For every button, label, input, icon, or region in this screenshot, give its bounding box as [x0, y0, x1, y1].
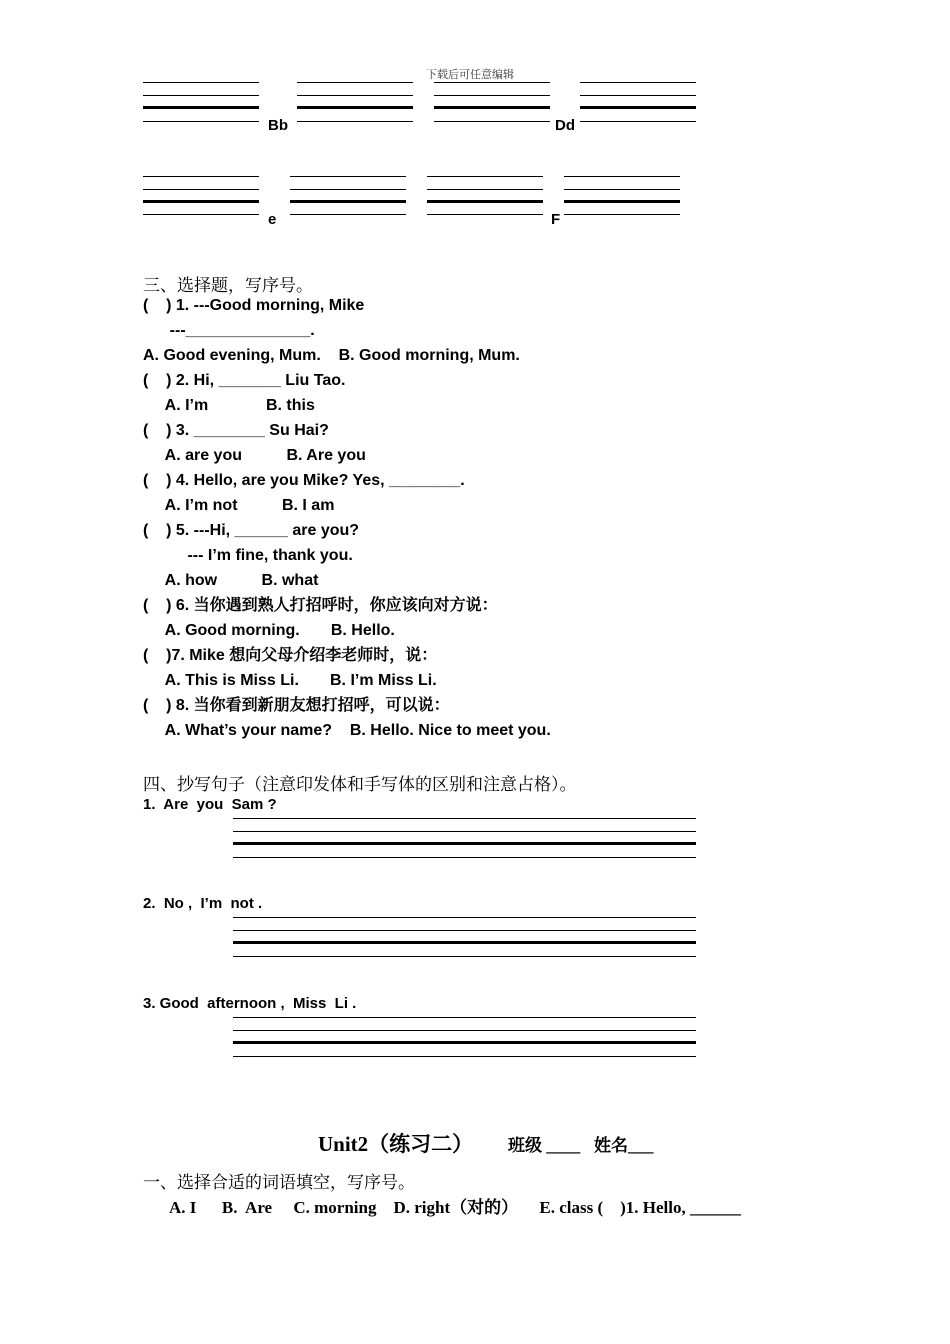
copy-sentence-1: 1. Are you Sam ? [143, 796, 277, 813]
question-line: A. Good evening, Mum. B. Good morning, Mum. [143, 347, 520, 364]
question-line: A. What’s your name? B. Hello. Nice to meet you. [143, 722, 551, 739]
question-line: ( ) 4. Hello, are you Mike? Yes, ________. [143, 472, 465, 489]
question-line: ( ) 8. 当你看到新朋友想打招呼，可以说： [143, 697, 450, 714]
question-line: --- I’m fine, thank you. [143, 547, 353, 564]
name-label: 姓名___ [594, 1136, 654, 1155]
unit2-section1-heading: 一、选择合适的词语填空，写序号。 [143, 1173, 415, 1193]
question-line: ---______________. [143, 322, 315, 339]
unit2-title: Unit2（练习二） [318, 1132, 474, 1156]
class-label: 班级 ____ [508, 1136, 581, 1155]
section3-heading: 三、选择题，写序号。 [143, 276, 313, 296]
question-line: A. are you B. Are you [143, 447, 366, 464]
question-line: ( ) 2. Hi, _______ Liu Tao. [143, 372, 346, 389]
question-line: A. This is Miss Li. B. I’m Miss Li. [143, 672, 437, 689]
letter-label-dd: Dd [555, 117, 575, 134]
question-line: A. Good morning. B. Hello. [143, 622, 395, 639]
letter-label-bb: Bb [268, 117, 288, 134]
question-line: ( ) 6. 当你遇到熟人打招呼时，你应该向对方说： [143, 597, 498, 614]
question-line: ( ) 3. ________ Su Hai? [143, 422, 329, 439]
question-line: A. how B. what [143, 572, 319, 589]
question-line: ( )7. Mike 想向父母介绍李老师时，说： [143, 647, 438, 664]
question-line: A. I’m not B. I am [143, 497, 335, 514]
question-line: A. I’m B. this [143, 397, 315, 414]
copy-sentence-2: 2. No , I’m not . [143, 895, 263, 912]
letter-label-e: e [268, 211, 277, 228]
question-line: ( ) 5. ---Hi, ______ are you? [143, 522, 360, 539]
copy-sentence-3: 3. Good afternoon , Miss Li . [143, 995, 357, 1012]
header-note: 下载后可任意编辑 [426, 68, 514, 81]
section4-heading: 四、抄写句子（注意印发体和手写体的区别和注意占格）。 [143, 775, 577, 795]
question-line: ( ) 1. ---Good morning, Mike [143, 297, 365, 314]
unit2-options-line: A. I B. Are C. morning D. right（对的） E. class ( )1. Hello, ______ [169, 1198, 742, 1217]
letter-label-f: F [551, 211, 561, 228]
